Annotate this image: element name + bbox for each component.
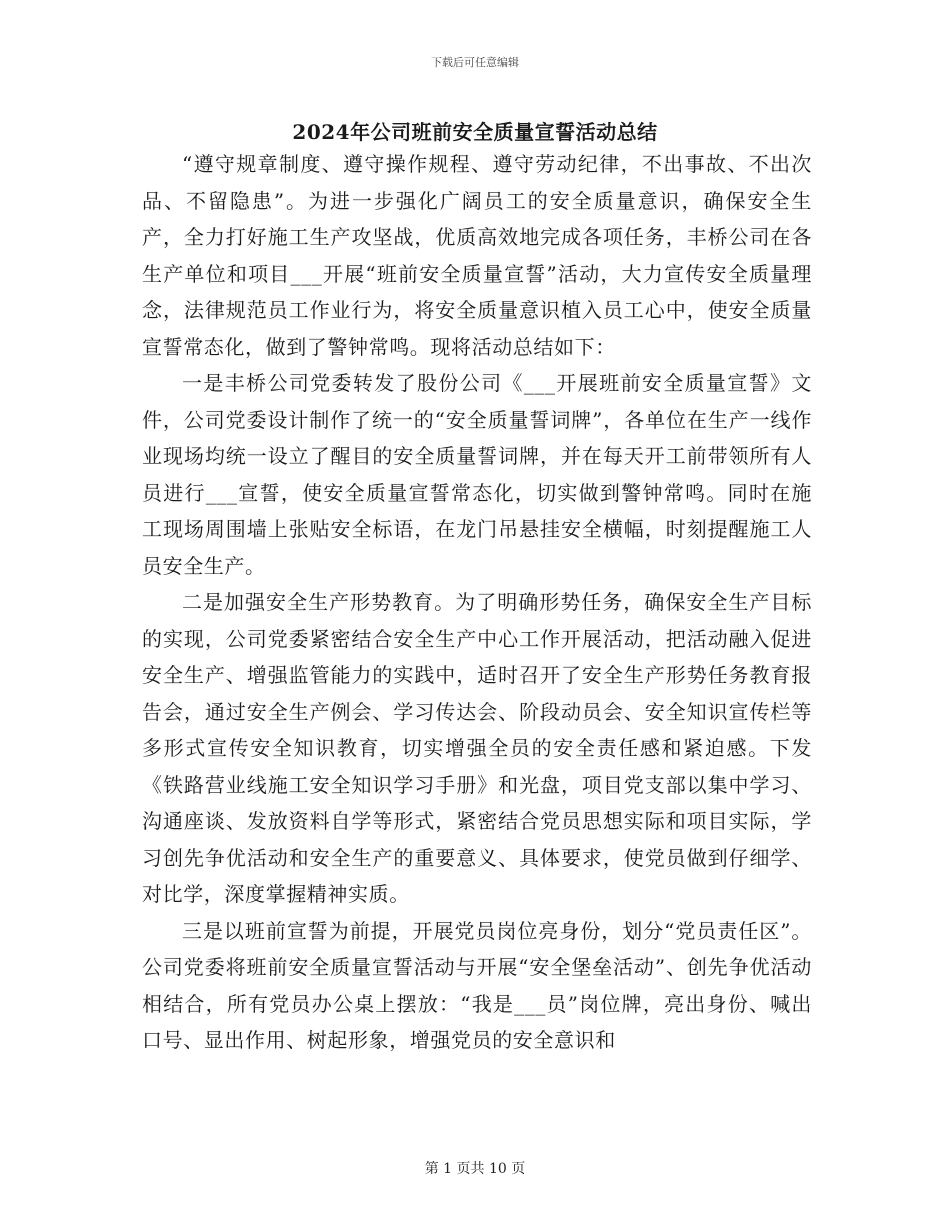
paragraph-three: 三是以班前宣誓为前提，开展党员岗位亮身份，划分“党员责任区”。公司党委将班前安全质量宣誓活动与开展“安全堡垒活动”、创先争优活动相结合，所有党员办公桌上摆放：“我是___员”岗位牌，亮出身份、喊出口号、显出作用、树起形象，增强党员的安全意识和: [142, 918, 812, 1052]
paragraph-two: 二是加强安全生产形势教育。为了明确形势任务，确保安全生产目标的实现，公司党委紧密结合安全生产中心工作开展活动，把活动融入促进安全生产、增强监管能力的实践中，适时召开了安全生产形势任务教育报告会，通过安全生产例会、学习传达会、阶段动员会、安全知识宣传栏等多形式宣传安全知识教育，切实增强全员的安全责任感和紧迫感。下发《铁路营业线施工安全知识学习手册》和光盘，项目党支部以集中学习、沟通座谈、发放资料自学等形式，紧密结合党员思想实际和项目实际，学习创先争优活动和安全生产的重要意义、具体要求，使党员做到仔细学、对比学，深度掌握精神实质。: [142, 590, 812, 906]
paragraph-intro: “遵守规章制度、遵守操作规程、遵守劳动纪律，不出事故、不出次品、不留隐患”。为进一步强化广阔员工的安全质量意识，确保安全生产，全力打好施工生产攻坚战，优质高效地完成各项任务，丰桥公司在各生产单位和项目___开展“班前安全质量宣誓”活动，大力宣传安全质量理念，法律规范员工作业行为，将安全质量意识植入员工心中，使安全质量宣誓常态化，做到了警钟常鸣。现将活动总结如下：: [142, 152, 812, 359]
page-header-note: 下载后可任意编辑: [431, 56, 519, 69]
paragraph-one: 一是丰桥公司党委转发了股份公司《___开展班前安全质量宣誓》文件，公司党委设计制作了统一的“安全质量誓词牌”，各单位在生产一线作业现场均统一设立了醒目的安全质量誓词牌，并在每天开工前带领所有人员进行___宣誓，使安全质量宣誓常态化，切实做到警钟常鸣。同时在施工现场周围墙上张贴安全标语，在龙门吊悬挂安全横幅，时刻提醒施工人员安全生产。: [142, 371, 812, 578]
page-footer: 第 1 页共 10 页: [424, 1161, 526, 1177]
document-body: [142, 146, 812, 1059]
document-title: 2024年公司班前安全质量宣誓活动总结: [292, 120, 658, 144]
